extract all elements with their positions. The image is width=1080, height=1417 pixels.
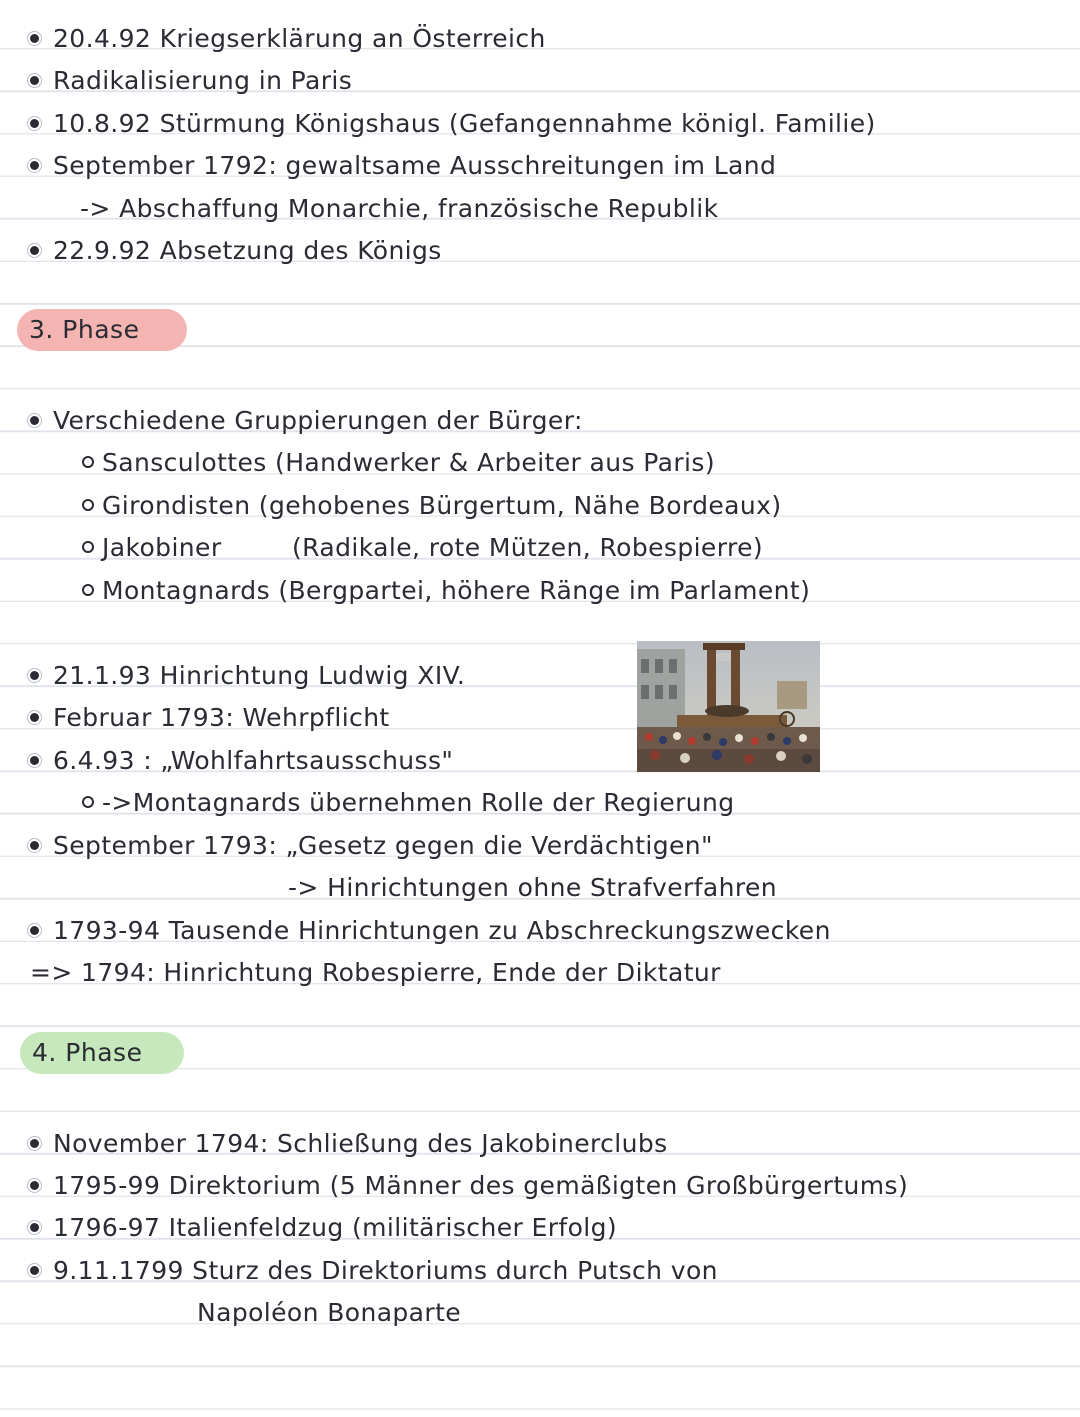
list-subitem: -> Abschaffung Monarchie, französische Republik [80,194,719,223]
group-item: Jakobiner [82,533,222,563]
phase-3-heading: 3. Phase [17,309,187,351]
list-item: September 1793: „Gesetz gegen die Verdächtigen" [30,831,713,861]
list-item: 20.4.92 Kriegserklärung an Österreich [30,24,546,54]
phase-4-heading: 4. Phase [20,1032,184,1074]
group-item: Montagnards (Bergpartei, höhere Ränge im Parlament) [82,576,810,606]
list-item: 1793-94 Tausende Hinrichtungen zu Abschreckungszwecken [30,916,831,946]
execution-painting-image [637,641,820,772]
list-item: 6.4.93 : „Wohlfahrtsausschuss" [30,746,453,776]
list-subitem: -> Hinrichtungen ohne Strafverfahren [288,873,778,902]
execution-painting-icon [637,641,820,772]
list-item: Radikalisierung in Paris [30,66,352,96]
list-item: 10.8.92 Stürmung Königshaus (Gefangennahme königl. Familie) [30,109,876,139]
group-item: Girondisten (gehobenes Bürgertum, Nähe Bordeaux) [82,491,782,521]
list-subitem: ->Montagnards übernehmen Rolle der Regierung [82,788,735,818]
list-item: 22.9.92 Absetzung des Königs [30,236,442,266]
list-item: 1795-99 Direktorium (5 Männer des gemäßigten Großbürgertums) [30,1171,908,1201]
list-item: September 1792: gewaltsame Ausschreitungen im Land [30,151,776,181]
list-item: 1796-97 Italienfeldzug (militärischer Erfolg) [30,1213,617,1243]
list-item: Februar 1793: Wehrpflicht [30,703,390,733]
list-item: November 1794: Schließung des Jakobinerclubs [30,1129,668,1159]
list-item: 9.11.1799 Sturz des Direktoriums durch Putsch von [30,1256,718,1286]
group-note: (Radikale, rote Mützen, Robespierre) [292,533,764,562]
group-item: Sansculottes (Handwerker & Arbeiter aus Paris) [82,448,715,478]
list-item: 21.1.93 Hinrichtung Ludwig XIV. [30,661,465,691]
conclusion-line: => 1794: Hinrichtung Robespierre, Ende der Diktatur [30,958,721,987]
list-continuation: Napoléon Bonaparte [197,1298,462,1327]
list-item: Verschiedene Gruppierungen der Bürger: [30,406,583,436]
